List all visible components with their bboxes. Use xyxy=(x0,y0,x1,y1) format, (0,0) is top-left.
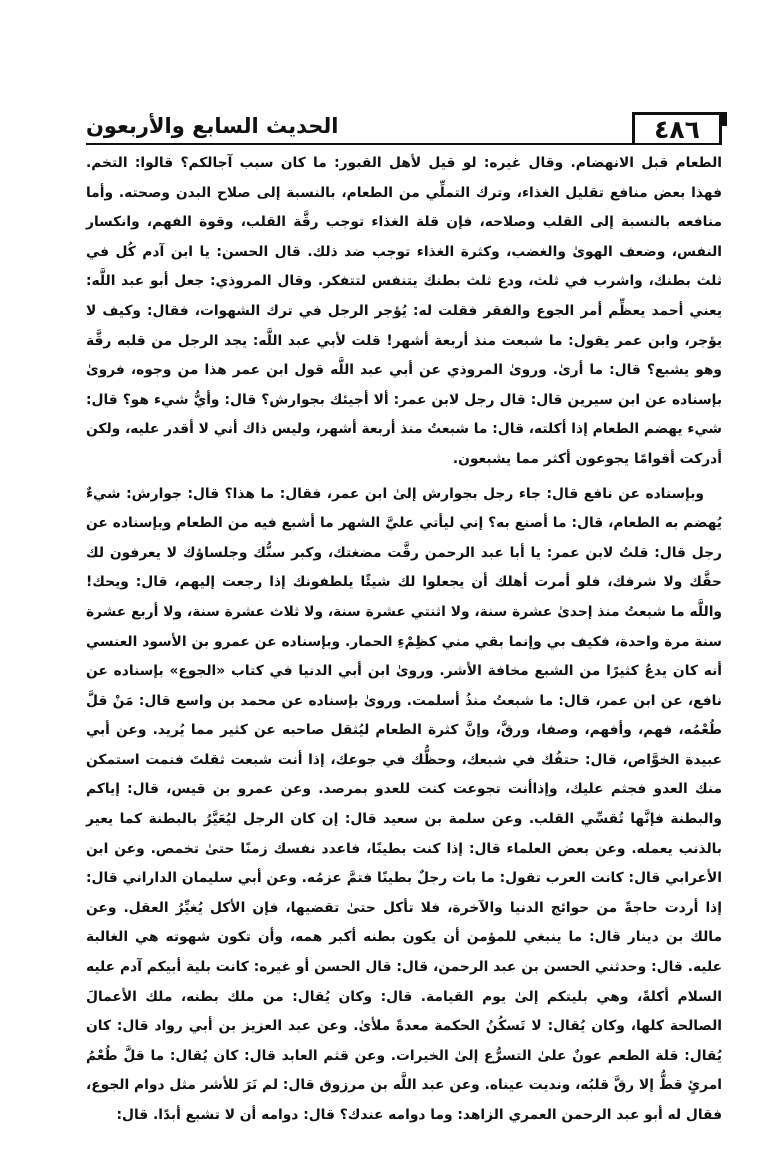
paragraph: الطعام قبل الانهضام. وقال غيره: لو قيل لأهل القبور: ما كان سبب آجالكم؟ قالوا: التخم. فهذا بعض منافع تقليل الغذاء، وترك التملِّي من الطعام، بالنسبة إلى صلاح البدن وصحته. وأما منافعه بالنسبة إلى القلب وصلاحه، فإن قلة الغذاء توجب رقَّة القلب، وقوة الفهم، وانكسار النفس، وضعف الهوىٰ والغضب، وكثرة الغذاء توجب ضد ذلك. قال الحسن: يا ابن آدم كُل في ثلث بطنك، واشرب في ثلث، ودع ثلث بطنك يتنفس لتتفكر. وقال المروذي: جعل أبو عبد اللَّه: يعني أحمد يعظِّم أمر الجوع والفقر فقلت له: يُؤجر الرجل في ترك الشهوات، فقال: وكيف لا يؤجر، وابن عمر يقول: ما شبعت منذ أربعة أشهر! قلت لأبي عبد اللَّه: يجد الرجل من قلبه رقَّة وهو يشبع؟ قال: ما أرىٰ. وروىٰ المروذي عن أبي عبد اللَّه قول ابن عمر هذا من وجوه، فروىٰ بإسناده عن ابن سيرين قال: قال رجل لابن عمر: ألا أجيئك بجوارش؟ قال: وأيُّ شيء هو؟ قال: شيء يهضم الطعام إذا أكلته، قال: ما شبعتُ منذ أربعة أشهر، وليس ذاك أني لا أقدر عليه، ولكن أدركت أقوامًا يجوعون أكثر مما يشبعون. xyxy=(86,155,722,467)
header-rule xyxy=(86,143,722,145)
page-number: ٤٨٦ xyxy=(632,112,722,144)
running-title: الحديث السابع والأربعون xyxy=(86,114,339,138)
body-text xyxy=(86,149,722,1131)
paragraph: وبإسناده عن نافع قال: جاء رجل بجوارش إلىٰ ابن عمر، فقال: ما هذا؟ قال: جوارش: شيءٌ يُهضم به الطعام، قال: ما أصنع به؟ إني ليأتي عليَّ الشهر ما أشبع فيه من الطعام وبإسناده عن رجل قال: قلتُ لابن عمر: يا أبا عبد الرحمن رقَّت مضغتك، وكبر سنُّك وجلساؤك لا يعرفون لك حقَّك ولا شرفك، فلو أمرت أهلك أن يجعلوا لك شيئًا يلطفونك إذا رجعت إليهم، قال: ويحك! واللَّه ما شبعتُ منذ إحدىٰ عشرة سنة، ولا اثنتي عشرة سنة، ولا ثلاث عشرة سنة، ولا أربع عشرة سنة مرة واحدة، فكيف بي وإنما بقي مني كظِمْءِ الحمار. وبإسناده عن عمرو بن الأسود العنسي أنه كان يدعُ كثيرًا من الشبع مخافة الأشر. وروىٰ ابن أبي الدنيا في كتاب «الجوع» بإسناده عن نافع، عن ابن عمر، قال: ما شبعتُ منذُ أسلمت. وروىٰ بإسناده عن محمد بن واسع قال: مَنْ قلَّ طُعْمُه، فهم، وأفهم، وصفا، ورقَّ، وإنَّ كثرة الطعام ليُثقل صاحبه عن كثير مما يُريد. وعن أبي عبيدة الخوَّاص، قال: حتفُك في شبعك، وحظُّك في جوعك، إذا أنت شبعت ثقلتَ فنمت استمكن منك العدو فجثم عليك، وإذاأنت تجوعت كنت للعدو بمرصد. وعن عمرو بن قيس، قال: إياكم والبطنة فإنَّها تُقسِّي القلب. وعن سلمة بن سعيد قال: إن كان الرجل ليُعَيَّرُ بالبطنة كما يعير بالذنب يعمله. وعن بعض العلماء قال: إذا كنت بطينًا، فاعدد نفسك زمنًا حتىٰ تخمص. وعن ابن الأعرابي قال: كانت العرب تقول: ما بات رجلٌ بطينًا فتمَّ عزمُه. وعن أبي سليمان الداراني قال: إذا أردت حاجةً من حوائج الدنيا والآخرة، فلا تأكل حتىٰ تقضيها، فإن الأكل يُغيِّرُ العقل. وعن مالك بن دينار قال: ما ينبغي للمؤمن أن يكون بطنه أكبر همه، وأن تكون شهوته هي الغالبة عليه. قال: وحدثني الحسن بن عبد الرحمن، قال: قال الحسن أو غيره: كانت بلية أبيكم آدم عليه السلام أكلةً، وهي بليتكم إلىٰ يوم القيامة. قال: وكان يُقال: من ملك بطنه، ملك الأعمالَ الصالحة كلها، وكان يُقال: لا تَسكُنُ الحكمة معدةً ملأىٰ. وعن عبد العزيز بن أبي رواد قال: كان يُقال: قلة الطعم عونٌ علىٰ التسرُّع إلىٰ الخيرات. وعن قثم العابد قال: كان يُقال: ما قلَّ طُعْمُ امرئٍ قطُّ إلا رقَّ قلبُه، ونديت عيناه. وعن عبد اللَّه بن مرزوق قال: لم نَرَ للأشر مثل دوام الجوع، فقال له أبو عبد الرحمن العمري الزاهد: وما دوامه عندك؟ قال: دوامه أن لا تشبع أبدًا. قال: xyxy=(86,485,722,1123)
page-header xyxy=(86,108,722,144)
